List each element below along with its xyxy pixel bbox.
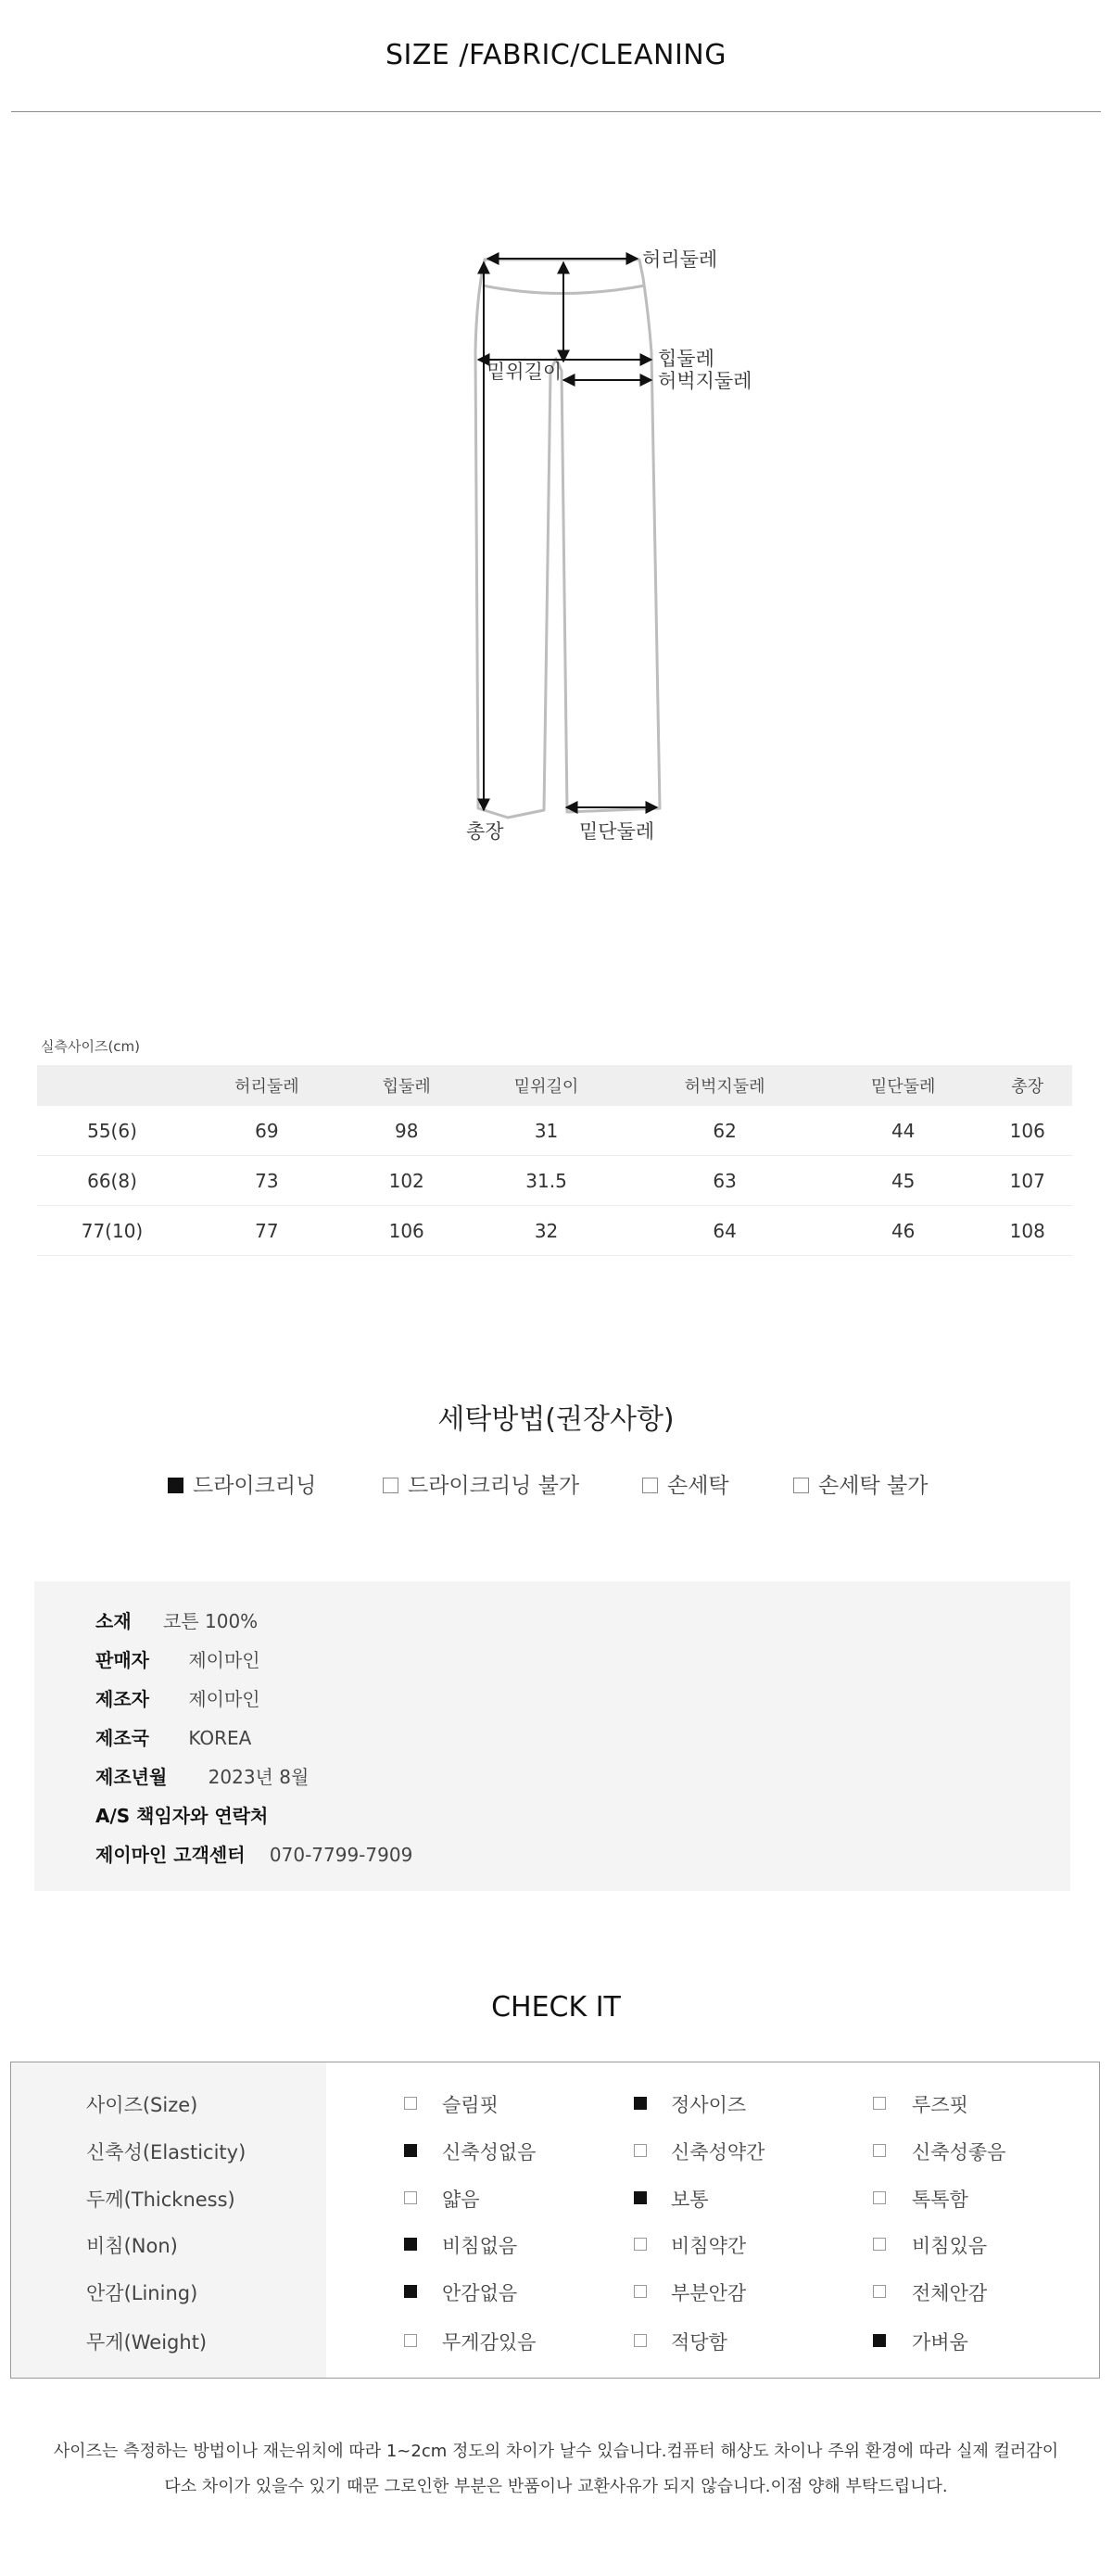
table-cell: 77 (187, 1206, 347, 1256)
check-option-label: 전체안감 (912, 2282, 988, 2304)
check-option-label: 비침없음 (442, 2235, 518, 2257)
hip-label: 힙둘레 (658, 348, 714, 370)
pants-measurement-diagram (0, 0, 1112, 927)
checked-box-icon (168, 1478, 183, 1493)
check-option-label: 얇음 (442, 2189, 480, 2211)
checked-box-icon (873, 2334, 886, 2347)
seller-label: 판매자 (95, 1649, 149, 1671)
maker-value: 제이마인 (188, 1688, 260, 1710)
measurement-arrows (478, 259, 657, 810)
check-row-label: 무게(Weight) (86, 2331, 208, 2354)
table-cell: 31 (467, 1106, 626, 1156)
length-label: 총장 (466, 820, 504, 843)
table-cell: 73 (187, 1156, 347, 1206)
unchecked-box-icon (873, 2144, 886, 2157)
checked-box-icon (404, 2238, 417, 2251)
table-cell: 32 (467, 1206, 626, 1256)
unchecked-box-icon (873, 2238, 886, 2251)
checked-box-icon (634, 2191, 647, 2204)
size-table (37, 1065, 1072, 1256)
wash-option-label: 드라이크리닝 불가 (408, 1474, 580, 1498)
material-label: 소재 (95, 1610, 132, 1632)
table-cell: 102 (347, 1156, 467, 1206)
check-option-label: 정사이즈 (671, 2094, 747, 2116)
thigh-label: 허벅지둘레 (658, 370, 752, 392)
table-cell: 62 (626, 1106, 823, 1156)
unchecked-box-icon (634, 2334, 647, 2347)
hem-label: 밑단둘레 (579, 820, 655, 843)
unchecked-box-icon (793, 1478, 809, 1493)
check-option-label: 보통 (671, 2189, 709, 2211)
check-option-label: 비침약간 (671, 2235, 747, 2257)
unchecked-box-icon (383, 1478, 398, 1493)
page-title: SIZE /FABRIC/CLEANING (385, 39, 727, 71)
size-table-header-row (37, 1065, 1072, 1106)
unchecked-box-icon (404, 2097, 417, 2110)
header-cell: 밑단둘레 (824, 1065, 983, 1106)
footer-notice-line1: 사이즈는 측정하는 방법이나 재는위치에 따라 1~2cm 정도의 차이가 날수 있습니다.컴퓨터 해상도 차이나 주위 환경에 따라 실제 컬러감이 (53, 2442, 1059, 2461)
check-option-label: 신축성약간 (671, 2141, 765, 2164)
washing-title: 세탁방법(권장사항) (437, 1403, 675, 1436)
customer-center-label: 제이마인 고객센터 (95, 1844, 246, 1866)
material-row (95, 1606, 258, 1633)
wash-option-label: 드라이크리닝 (193, 1474, 317, 1498)
table-cell: 63 (626, 1156, 823, 1206)
rise-label: 밑위길이 (486, 361, 562, 383)
check-option-label: 루즈핏 (912, 2094, 968, 2116)
table-cell: 106 (983, 1106, 1072, 1156)
check-row-label: 두께(Thickness) (86, 2189, 235, 2211)
check-option-label: 부분안감 (671, 2282, 747, 2304)
check-row-label: 신축성(Elasticity) (86, 2141, 246, 2164)
material-value: 코튼 100% (163, 1610, 259, 1632)
date-label: 제조년월 (95, 1766, 168, 1788)
header-cell: 허리둘레 (187, 1065, 347, 1106)
header-cell: 힙둘레 (347, 1065, 467, 1106)
size-cell: 55(6) (37, 1106, 187, 1156)
header-cell: 총장 (983, 1065, 1072, 1106)
as-label: A/S 책임자와 연락처 (95, 1805, 269, 1827)
table-cell: 107 (983, 1156, 1072, 1206)
table-cell: 46 (824, 1206, 983, 1256)
checked-box-icon (634, 2097, 647, 2110)
size-cell: 66(8) (37, 1156, 187, 1206)
wash-option-dry-cleaning (168, 1468, 316, 1499)
unchecked-box-icon (873, 2285, 886, 2298)
check-it-title: CHECK IT (491, 1991, 621, 2024)
checked-box-icon (404, 2144, 417, 2157)
country-label: 제조국 (95, 1727, 149, 1749)
table-cell: 98 (347, 1106, 467, 1156)
table-row (37, 1106, 1072, 1156)
check-it-table (10, 2062, 1100, 2379)
unchecked-box-icon (634, 2285, 647, 2298)
table-cell: 44 (824, 1106, 983, 1156)
check-option-label: 슬림핏 (442, 2094, 499, 2116)
unchecked-box-icon (634, 2238, 647, 2251)
table-cell: 108 (983, 1206, 1072, 1256)
check-row-label: 안감(Lining) (86, 2282, 198, 2304)
wash-option-label: 손세탁 (667, 1474, 729, 1498)
wash-option-no-dry-cleaning (383, 1468, 579, 1499)
customer-center-row (95, 1840, 412, 1867)
size-table-caption: 실측사이즈(cm) (41, 1038, 141, 1055)
table-row (37, 1156, 1072, 1206)
size-cell: 77(10) (37, 1206, 187, 1256)
table-cell: 31.5 (467, 1156, 626, 1206)
date-row (95, 1762, 309, 1789)
table-cell: 69 (187, 1106, 347, 1156)
seller-row (95, 1645, 260, 1672)
country-value: KOREA (188, 1727, 252, 1749)
check-option-label: 안감없음 (442, 2282, 518, 2304)
table-row (37, 1206, 1072, 1256)
checked-box-icon (404, 2285, 417, 2298)
header-cell: 허벅지둘레 (626, 1065, 823, 1106)
check-option-label: 비침있음 (912, 2235, 988, 2257)
unchecked-box-icon (404, 2191, 417, 2204)
check-row-label: 비침(Non) (86, 2235, 178, 2257)
maker-label: 제조자 (95, 1688, 149, 1710)
wash-option-hand-wash (642, 1468, 729, 1499)
as-row (95, 1801, 268, 1828)
maker-row (95, 1684, 260, 1711)
wash-option-label: 손세탁 불가 (818, 1474, 929, 1498)
check-option-label: 무게감있음 (442, 2331, 537, 2354)
unchecked-box-icon (873, 2191, 886, 2204)
footer-notice-line2: 다소 차이가 있을수 있기 때문 그로인한 부분은 반품이나 교환사유가 되지 않습니다.이점 양해 부탁드립니다. (164, 2477, 948, 2496)
seller-value: 제이마인 (188, 1649, 260, 1671)
pants-outline (475, 260, 660, 818)
header-cell (37, 1065, 187, 1106)
waist-label: 허리둘레 (642, 248, 718, 271)
header-cell: 밑위길이 (467, 1065, 626, 1106)
table-cell: 64 (626, 1206, 823, 1256)
date-value: 2023년 8월 (208, 1766, 310, 1788)
check-row-label: 사이즈(Size) (86, 2094, 198, 2116)
unchecked-box-icon (873, 2097, 886, 2110)
wash-option-no-hand-wash (793, 1468, 928, 1499)
check-option-label: 신축성없음 (442, 2141, 537, 2164)
unchecked-box-icon (634, 2144, 647, 2157)
check-option-label: 신축성좋음 (912, 2141, 1006, 2164)
customer-center-phone: 070-7799-7909 (269, 1844, 413, 1866)
check-option-label: 톡톡함 (912, 2189, 968, 2211)
table-cell: 106 (347, 1206, 467, 1256)
unchecked-box-icon (642, 1478, 658, 1493)
country-row (95, 1723, 251, 1750)
check-option-label: 적당함 (671, 2331, 727, 2354)
unchecked-box-icon (404, 2334, 417, 2347)
check-option-label: 가벼움 (912, 2331, 968, 2354)
table-cell: 45 (824, 1156, 983, 1206)
